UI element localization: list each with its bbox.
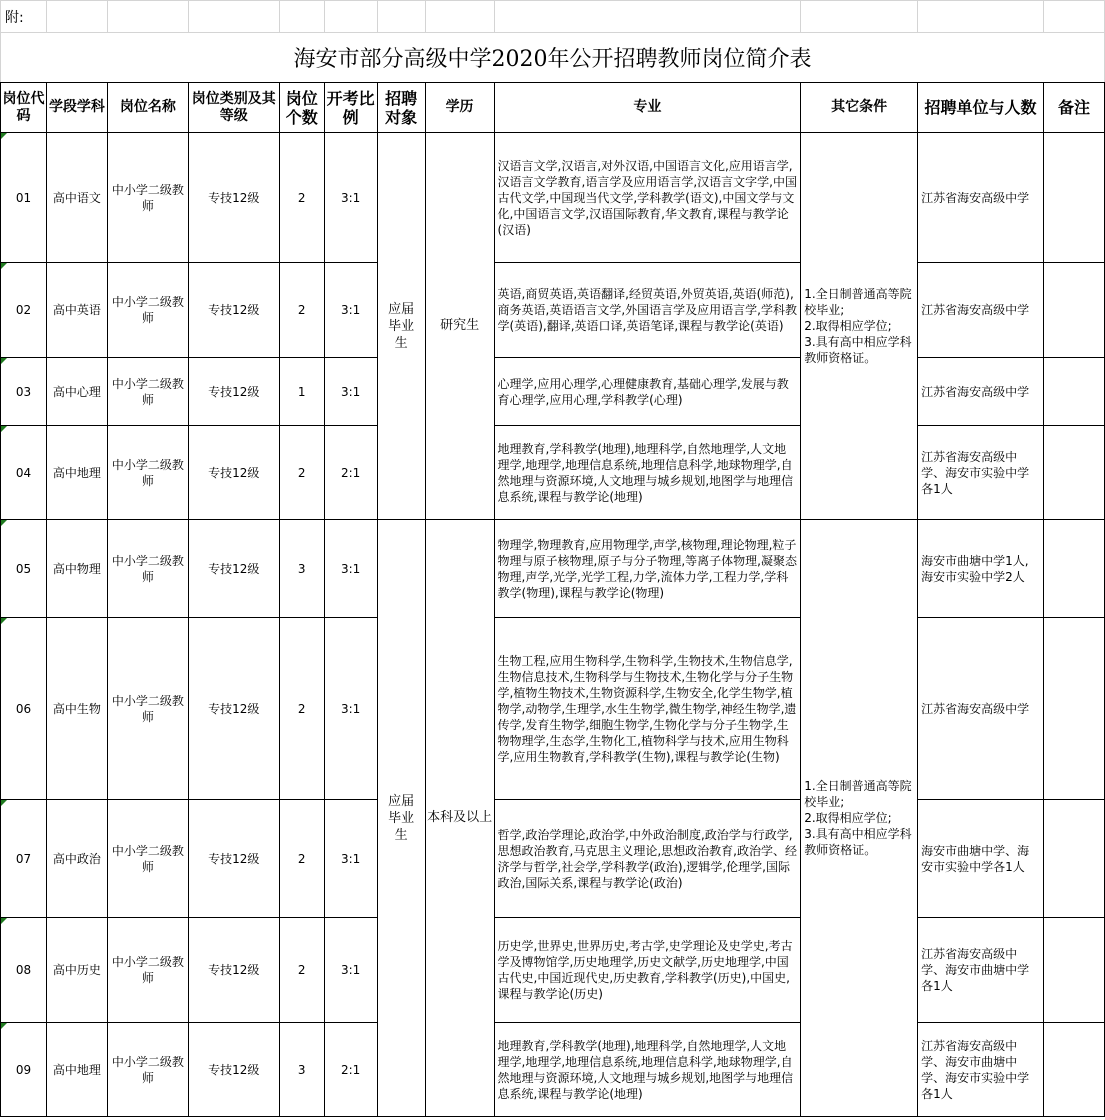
post-code: 05 xyxy=(1,520,47,618)
category-cell: 专技12级 xyxy=(188,426,279,520)
unit-cell: 江苏省海安高级中学 xyxy=(918,133,1044,263)
header-row xyxy=(1,83,1105,133)
ratio-cell: 3:1 xyxy=(324,918,377,1023)
ratio-cell: 2:1 xyxy=(324,426,377,520)
major-cell: 生物工程,应用生物科学,生物科学,生物技术,生物信息学,生物信息技术,生物科学与生物技术,生物化学与分子生物学,植物生物技术,生物资源科学,生物安全,化学生物学,植物学,动物学,生理学,水生生物学,微生物学,神经生物学,遗传学,发育生物学,细胞生物学,生物化学与分子生物学,生物物理学,生态学,生物化工,植物科学与技术,应用生物科学,应用生物教育,学科教学(生物),课程与教学论(生物) xyxy=(494,618,801,800)
header-count: 岗位个数 xyxy=(279,83,324,133)
header-remark: 备注 xyxy=(1043,83,1104,133)
ratio-cell: 2:1 xyxy=(324,1023,377,1117)
table-row xyxy=(1,1023,1105,1117)
count-cell: 2 xyxy=(279,133,324,263)
post-code: 03 xyxy=(1,358,47,426)
category-cell: 专技12级 xyxy=(188,800,279,918)
post-name-cell: 中小学二级教师 xyxy=(107,263,188,358)
major-cell: 心理学,应用心理学,心理健康教育,基础心理学,发展与教育心理学,应用心理,学科教学(心理) xyxy=(494,358,801,426)
post-name-cell: 中小学二级教师 xyxy=(107,358,188,426)
ratio-cell: 3:1 xyxy=(324,618,377,800)
header-unit: 招聘单位与人数 xyxy=(918,83,1044,133)
table-row xyxy=(1,800,1105,918)
major-cell: 地理教育,学科教学(地理),地理科学,自然地理学,人文地理学,地理学,地理信息系统,地理信息科学,地球物理学,自然地理与资源环境,人文地理与城乡规划,地图学与地理信息系统,课程与教学论(地理) xyxy=(494,426,801,520)
subject-cell: 高中物理 xyxy=(46,520,107,618)
table-row xyxy=(1,426,1105,520)
header-subject: 学段学科 xyxy=(46,83,107,133)
unit-cell: 江苏省海安高级中学 xyxy=(918,618,1044,800)
subject-cell: 高中语文 xyxy=(46,133,107,263)
ratio-cell: 3:1 xyxy=(324,520,377,618)
count-cell: 2 xyxy=(279,918,324,1023)
note-label: 附: xyxy=(1,1,47,33)
post-name-cell: 中小学二级教师 xyxy=(107,133,188,263)
ratio-cell: 3:1 xyxy=(324,800,377,918)
table-row xyxy=(1,520,1105,618)
unit-cell: 海安市曲塘中学、海安市实验中学各1人 xyxy=(918,800,1044,918)
count-cell: 3 xyxy=(279,520,324,618)
page-title: 海安市部分高级中学2020年公开招聘教师岗位简介表 xyxy=(1,33,1105,83)
major-cell: 哲学,政治学理论,政治学,中外政治制度,政治学与行政学,思想政治教育,马克思主义理论,思想政治教育,政治学、经济学与哲学,社会学,学科教学(政治),逻辑学,伦理学,国际政治,国际关系,课程与教学论(政治) xyxy=(494,800,801,918)
major-cell: 物理学,物理教育,应用物理学,声学,核物理,理论物理,粒子物理与原子核物理,原子与分子物理,等离子体物理,凝聚态物理,声学,光学,光学工程,力学,流体力学,工程力学,学科教学(物理),课程与教学论(物理) xyxy=(494,520,801,618)
subject-cell: 高中生物 xyxy=(46,618,107,800)
post-code: 02 xyxy=(1,263,47,358)
table-row xyxy=(1,918,1105,1023)
count-cell: 2 xyxy=(279,800,324,918)
post-code: 06 xyxy=(1,618,47,800)
unit-cell: 江苏省海安高级中学、海安市实验中学各1人 xyxy=(918,426,1044,520)
post-name-cell: 中小学二级教师 xyxy=(107,800,188,918)
header-ratio: 开考比例 xyxy=(324,83,377,133)
remark-cell xyxy=(1043,918,1104,1023)
header-category: 岗位类别及其等级 xyxy=(188,83,279,133)
post-name-cell: 中小学二级教师 xyxy=(107,918,188,1023)
header-education: 学历 xyxy=(425,83,494,133)
major-cell: 历史学,世界史,世界历史,考古学,史学理论及史学史,考古学及博物馆学,历史地理学,历史文献学,历史地理学,中国古代史,中国近现代史,历史教育,学科教学(历史),中国史,课程与教学论(历史) xyxy=(494,918,801,1023)
remark-cell xyxy=(1043,426,1104,520)
category-cell: 专技12级 xyxy=(188,1023,279,1117)
post-code: 04 xyxy=(1,426,47,520)
subject-cell: 高中心理 xyxy=(46,358,107,426)
conditions-cell-group-1: 1.全日制普通高等院校毕业; 2.取得相应学位; 3.具有高中相应学科教师资格证。 xyxy=(801,133,918,520)
table-row xyxy=(1,133,1105,263)
subject-cell: 高中地理 xyxy=(46,1023,107,1117)
category-cell: 专技12级 xyxy=(188,263,279,358)
target-cell-group-2: 应届毕业生 xyxy=(377,520,425,1117)
post-name-cell: 中小学二级教师 xyxy=(107,1023,188,1117)
post-code: 07 xyxy=(1,800,47,918)
header-target: 招聘对象 xyxy=(377,83,425,133)
count-cell: 2 xyxy=(279,426,324,520)
category-cell: 专技12级 xyxy=(188,520,279,618)
count-cell: 2 xyxy=(279,263,324,358)
remark-cell xyxy=(1043,520,1104,618)
header-conditions: 其它条件 xyxy=(801,83,918,133)
remark-cell xyxy=(1043,800,1104,918)
major-cell: 汉语言文学,汉语言,对外汉语,中国语言文化,应用语言学,汉语言文学教育,语言学及应用语言学,汉语言文字学,中国古代文学,中国现当代文学,学科教学(语文),中国文学与文化,中国语言文学,汉语国际教育,华文教育,课程与教学论(汉语) xyxy=(494,133,801,263)
post-code: 08 xyxy=(1,918,47,1023)
remark-cell xyxy=(1043,263,1104,358)
post-code: 09 xyxy=(1,1023,47,1117)
remark-cell xyxy=(1043,618,1104,800)
ratio-cell: 3:1 xyxy=(324,358,377,426)
conditions-cell-group-2: 1.全日制普通高等院校毕业; 2.取得相应学位; 3.具有高中相应学科教师资格证。 xyxy=(801,520,918,1117)
subject-cell: 高中政治 xyxy=(46,800,107,918)
header-code: 岗位代码 xyxy=(1,83,47,133)
subject-cell: 高中地理 xyxy=(46,426,107,520)
unit-cell: 江苏省海安高级中学、海安市曲塘中学、海安市实验中学各1人 xyxy=(918,1023,1044,1117)
ratio-cell: 3:1 xyxy=(324,133,377,263)
unit-cell: 江苏省海安高级中学 xyxy=(918,358,1044,426)
category-cell: 专技12级 xyxy=(188,358,279,426)
category-cell: 专技12级 xyxy=(188,133,279,263)
education-cell-group-2: 本科及以上 xyxy=(425,520,494,1117)
remark-cell xyxy=(1043,358,1104,426)
post-name-cell: 中小学二级教师 xyxy=(107,520,188,618)
table-row xyxy=(1,618,1105,800)
unit-cell: 海安市曲塘中学1人,海安市实验中学2人 xyxy=(918,520,1044,618)
category-cell: 专技12级 xyxy=(188,918,279,1023)
header-post-name: 岗位名称 xyxy=(107,83,188,133)
education-cell-group-1: 研究生 xyxy=(425,133,494,520)
count-cell: 1 xyxy=(279,358,324,426)
post-name-cell: 中小学二级教师 xyxy=(107,426,188,520)
major-cell: 英语,商贸英语,英语翻译,经贸英语,外贸英语,英语(师范),商务英语,英语语言文学,外国语言学及应用语言学,学科教学(英语),翻译,英语口译,英语笔译,课程与教学论(英语) xyxy=(494,263,801,358)
table-row xyxy=(1,358,1105,426)
unit-cell: 江苏省海安高级中学、海安市曲塘中学各1人 xyxy=(918,918,1044,1023)
unit-cell: 江苏省海安高级中学 xyxy=(918,263,1044,358)
target-cell-group-1: 应届毕业生 xyxy=(377,133,425,520)
post-name-cell: 中小学二级教师 xyxy=(107,618,188,800)
category-cell: 专技12级 xyxy=(188,618,279,800)
post-code: 01 xyxy=(1,133,47,263)
count-cell: 3 xyxy=(279,1023,324,1117)
table-row xyxy=(1,263,1105,358)
remark-cell xyxy=(1043,133,1104,263)
subject-cell: 高中英语 xyxy=(46,263,107,358)
subject-cell: 高中历史 xyxy=(46,918,107,1023)
ratio-cell: 3:1 xyxy=(324,263,377,358)
count-cell: 2 xyxy=(279,618,324,800)
remark-cell xyxy=(1043,1023,1104,1117)
major-cell: 地理教育,学科教学(地理),地理科学,自然地理学,人文地理学,地理学,地理信息系统,地理信息科学,地球物理学,自然地理与资源环境,人文地理与城乡规划,地图学与地理信息系统,课程与教学论(地理) xyxy=(494,1023,801,1117)
header-major: 专业 xyxy=(494,83,801,133)
